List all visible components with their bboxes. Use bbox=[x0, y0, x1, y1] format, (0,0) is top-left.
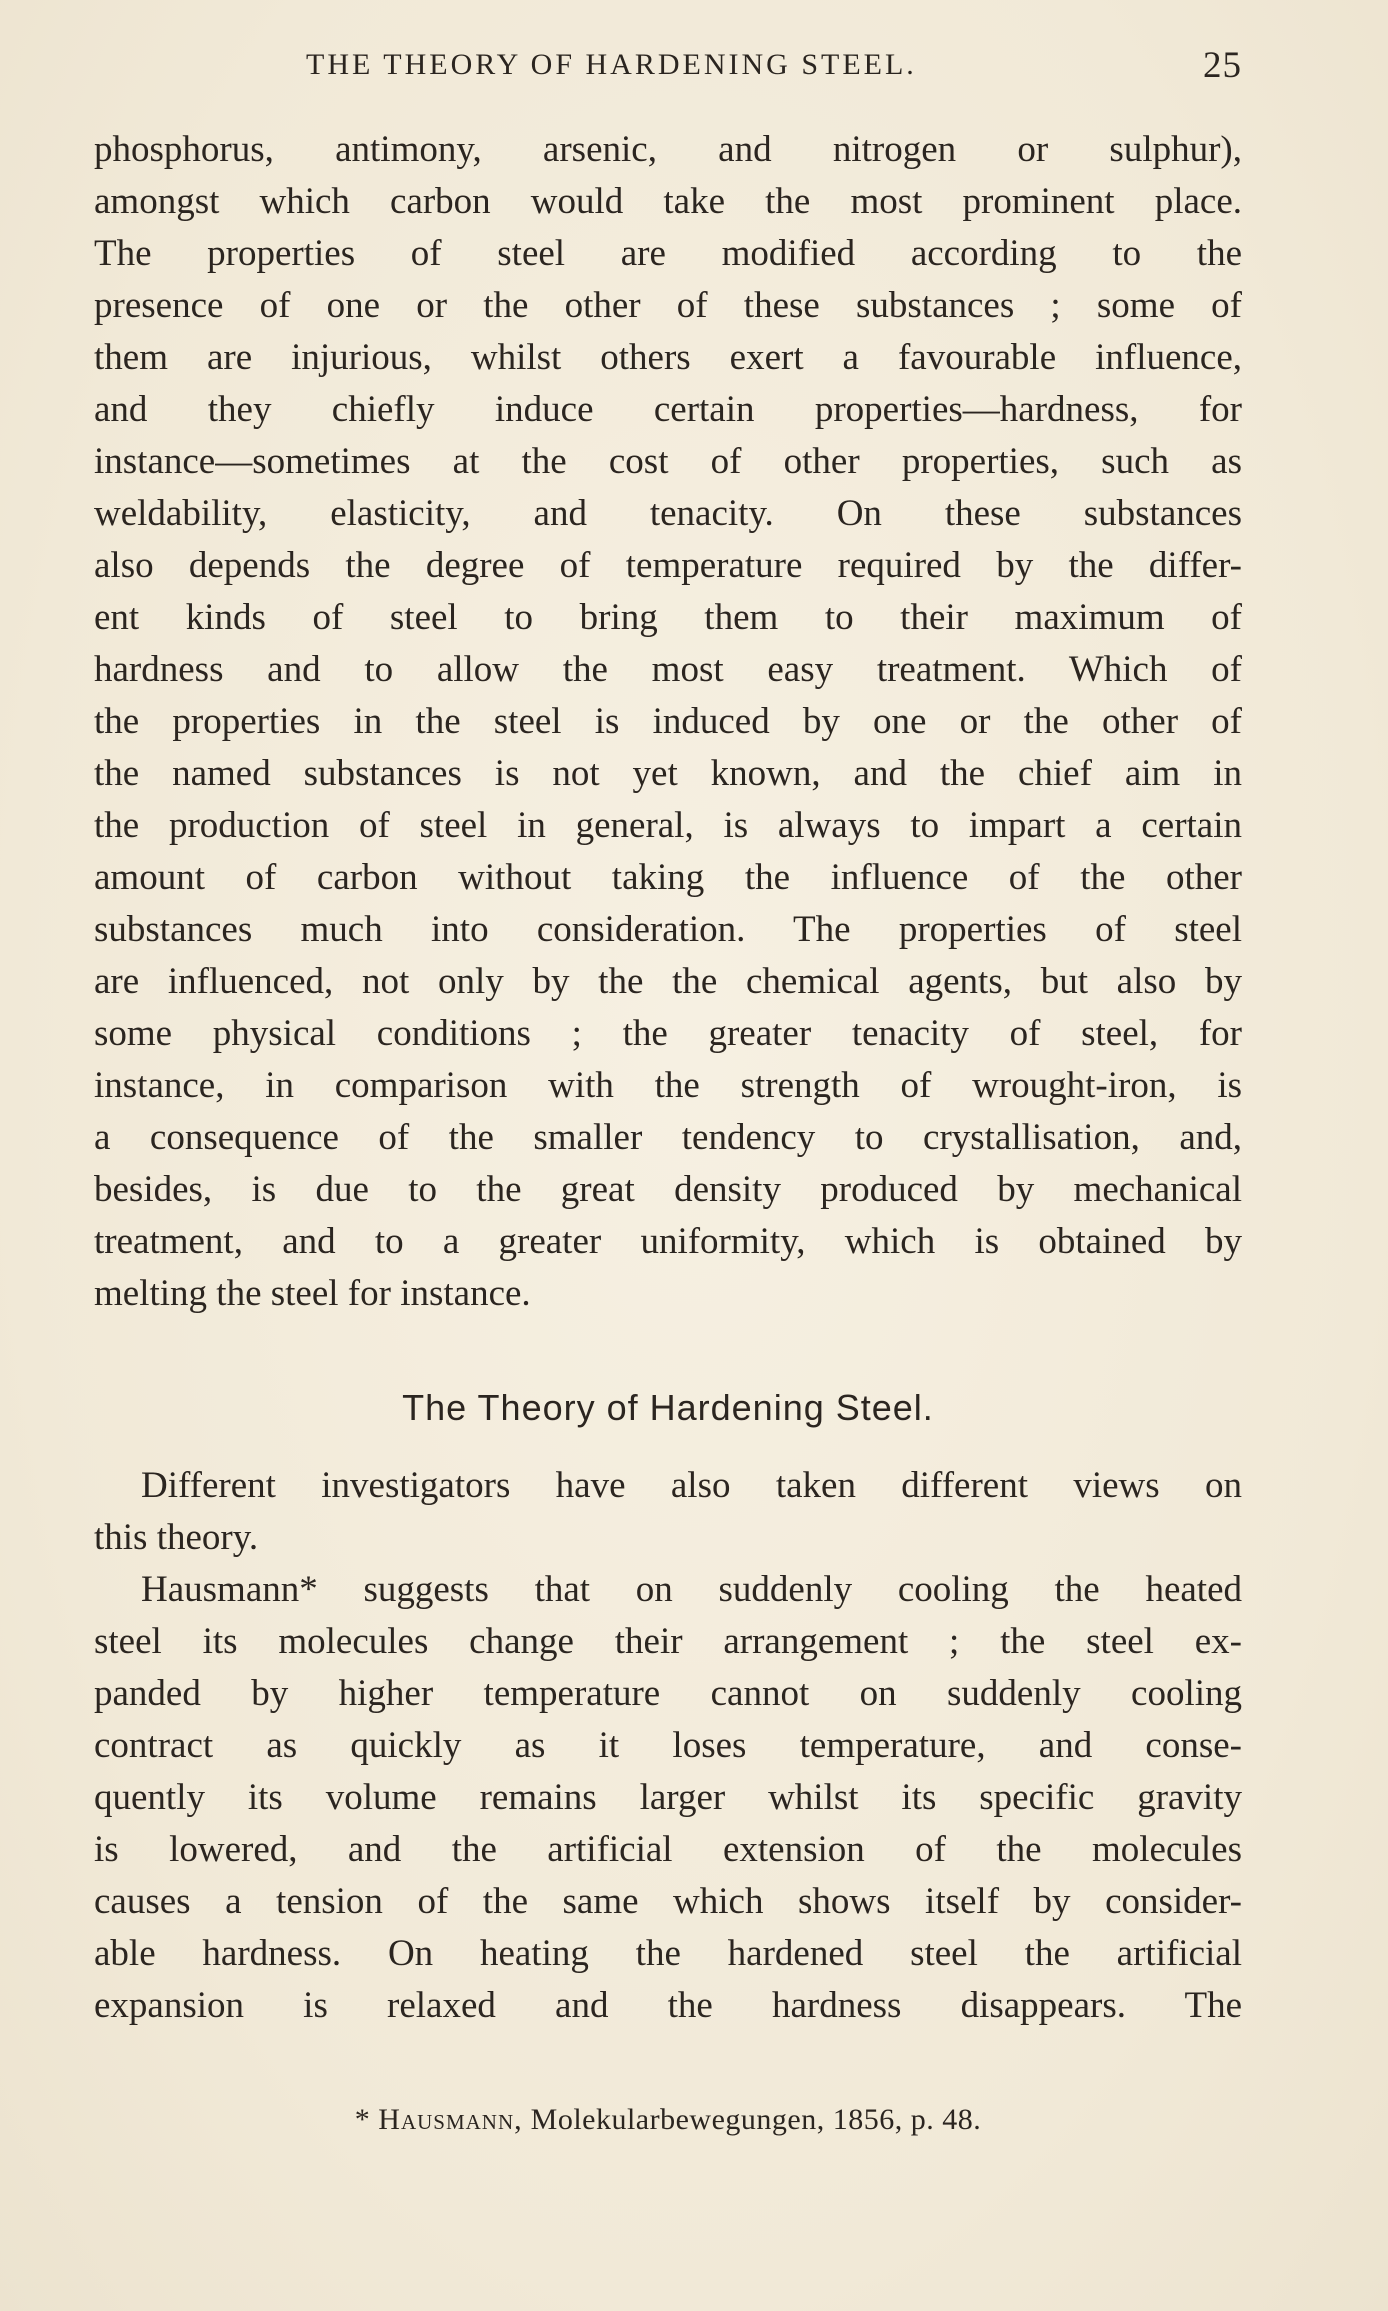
text-line: hardness and to allow the most easy treatment. Which of bbox=[94, 649, 1242, 690]
footnote-marker: * bbox=[354, 2103, 371, 2136]
text-line: instance, in comparison with the strength of wrought-iron, is bbox=[94, 1065, 1242, 1106]
text-line: amount of carbon without taking the influence of the other bbox=[94, 857, 1242, 898]
text-line: able hardness. On heating the hardened steel the artificial bbox=[94, 1933, 1242, 1974]
text-line: is lowered, and the artificial extension of the molecules bbox=[94, 1829, 1242, 1870]
text-line: The properties of steel are modified according to the bbox=[94, 233, 1242, 274]
text-line: this theory. bbox=[94, 1517, 259, 1558]
text-line: also depends the degree of temperature required by the differ- bbox=[94, 545, 1242, 586]
section-heading: The Theory of Hardening Steel. bbox=[402, 1387, 934, 1428]
text-line: the named substances is not yet known, and the chief aim in bbox=[94, 753, 1242, 794]
text-line: weldability, elasticity, and tenacity. On these substances bbox=[94, 493, 1242, 534]
text-line: quently its volume remains larger whilst its specific gravity bbox=[94, 1777, 1242, 1818]
paragraph-1 bbox=[94, 124, 1242, 1320]
text-line: steel its molecules change their arrangement ; the steel ex- bbox=[94, 1621, 1242, 1662]
text-line: treatment, and to a greater uniformity, which is obtained by bbox=[94, 1221, 1242, 1262]
text-line: contract as quickly as it loses temperature, and conse- bbox=[94, 1725, 1242, 1766]
text-line: some physical conditions ; the greater tenacity of steel, for bbox=[94, 1013, 1242, 1054]
text-line: the production of steel in general, is always to impart a certain bbox=[94, 805, 1242, 846]
text-line: ent kinds of steel to bring them to their maximum of bbox=[94, 597, 1242, 638]
text-line: instance—sometimes at the cost of other properties, such as bbox=[94, 441, 1242, 482]
text-line: a consequence of the smaller tendency to crystallisation, and, bbox=[94, 1117, 1242, 1158]
text-line: expansion is relaxed and the hardness disappears. The bbox=[94, 1985, 1242, 2026]
text-line: melting the steel for instance. bbox=[94, 1273, 531, 1314]
text-line: substances much into consideration. The properties of steel bbox=[94, 909, 1242, 950]
paragraphs-2-3 bbox=[94, 1460, 1242, 2032]
page-number: 25 bbox=[1203, 45, 1242, 86]
text-line: presence of one or the other of these substances ; some of bbox=[94, 285, 1242, 326]
text-line: Different investigators have also taken different views on bbox=[141, 1465, 1242, 1506]
text-line: are influenced, not only by the the chemical agents, but also by bbox=[94, 961, 1242, 1002]
text-line: besides, is due to the great density produced by mechanical bbox=[94, 1169, 1242, 1210]
text-line: the properties in the steel is induced by one or the other of bbox=[94, 701, 1242, 742]
footnote-citation: Molekularbewegungen, 1856, p. 48. bbox=[530, 2103, 982, 2136]
text-line: and they chiefly induce certain properties—hardness, for bbox=[94, 389, 1242, 430]
footnote-author: Hausmann, bbox=[378, 2103, 523, 2136]
running-head bbox=[94, 42, 1242, 92]
text-line: them are injurious, whilst others exert a favourable influence, bbox=[94, 337, 1242, 378]
footnote bbox=[94, 2098, 1242, 2142]
text-line: phosphorus, antimony, arsenic, and nitrogen or sulphur), bbox=[94, 129, 1242, 170]
text-line: panded by higher temperature cannot on suddenly cooling bbox=[94, 1673, 1242, 1714]
text-line: causes a tension of the same which shows itself by consider- bbox=[94, 1881, 1242, 1922]
running-title: THE THEORY OF HARDENING STEEL. bbox=[306, 48, 917, 81]
text-line: amongst which carbon would take the most prominent place. bbox=[94, 181, 1242, 222]
text-line: Hausmann* suggests that on suddenly cooling the heated bbox=[141, 1569, 1242, 1610]
